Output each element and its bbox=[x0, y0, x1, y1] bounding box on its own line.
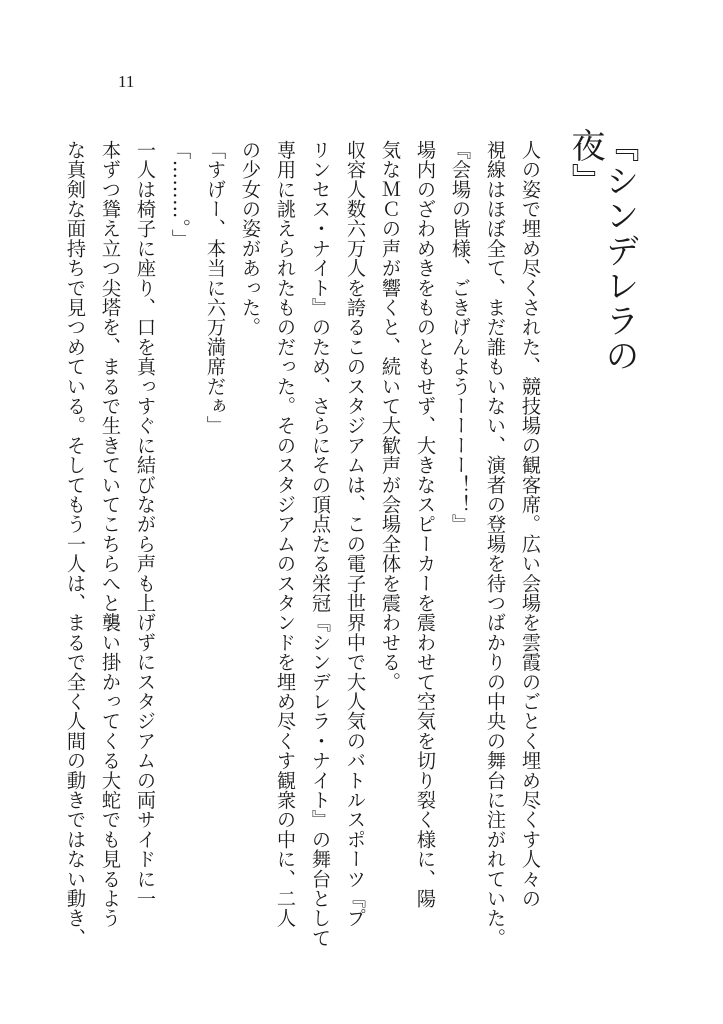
text-line: 「すげー、本当に六万満席だぁ」 bbox=[204, 140, 227, 436]
text-line: の少女の姿があった。 bbox=[239, 140, 262, 337]
chapter-title: 『シンデレラの夜』 bbox=[565, 128, 639, 373]
text-line: 一人は椅子に座り、口を真っすぐに結びながら声も上げずにスタジアムの両サイドに一 bbox=[134, 140, 157, 909]
text-line: 専用に誂えられたものだった。そのスタジアムのスタンドを埋め尽くす観衆の中に、二人 bbox=[274, 140, 297, 928]
text-line: 「………。」 bbox=[169, 140, 192, 249]
text-line: 本ずつ聳え立つ尖塔を、まるで生きていてこちらへと襲い掛かってくる大蛇でも見るよう bbox=[99, 140, 122, 928]
text-line: 『会場の皆様、ごきげんようーーーー！！』 bbox=[449, 140, 472, 534]
page-number: 11 bbox=[118, 72, 135, 91]
text-line: 人の姿で埋め尽くされた、競技場の観客席。広い会場を雲霞のごとく埋め尽くす人々の bbox=[519, 140, 542, 909]
text-line: 場内のざわめきをものともせず、大きなスピーカーを震わせて空気を切り裂く様に、陽 bbox=[414, 140, 437, 909]
text-line: 視線はほぼ全て、まだ誰もいない、演者の登場を待つばかりの中央の舞台に注がれていた。 bbox=[484, 140, 507, 948]
text-line: リンセス・ナイト』のため、さらにその頂点たる栄冠『シンデレラ・ナイト』の舞台として bbox=[309, 140, 332, 948]
text-line: な真剣な面持ちで見つめている。そしてもう一人は、まるで全く人間の動きではない動き、 bbox=[64, 140, 87, 948]
text-line: 収容人数六万人を誇るこのスタジアムは、この電子世界中で大人気のバトルスポーツ『プ bbox=[344, 140, 367, 928]
text-line: 気なＭＣの声が響くと、続いて大歓声が会場全体を震わせる。 bbox=[379, 140, 402, 692]
body-text bbox=[64, 140, 548, 948]
